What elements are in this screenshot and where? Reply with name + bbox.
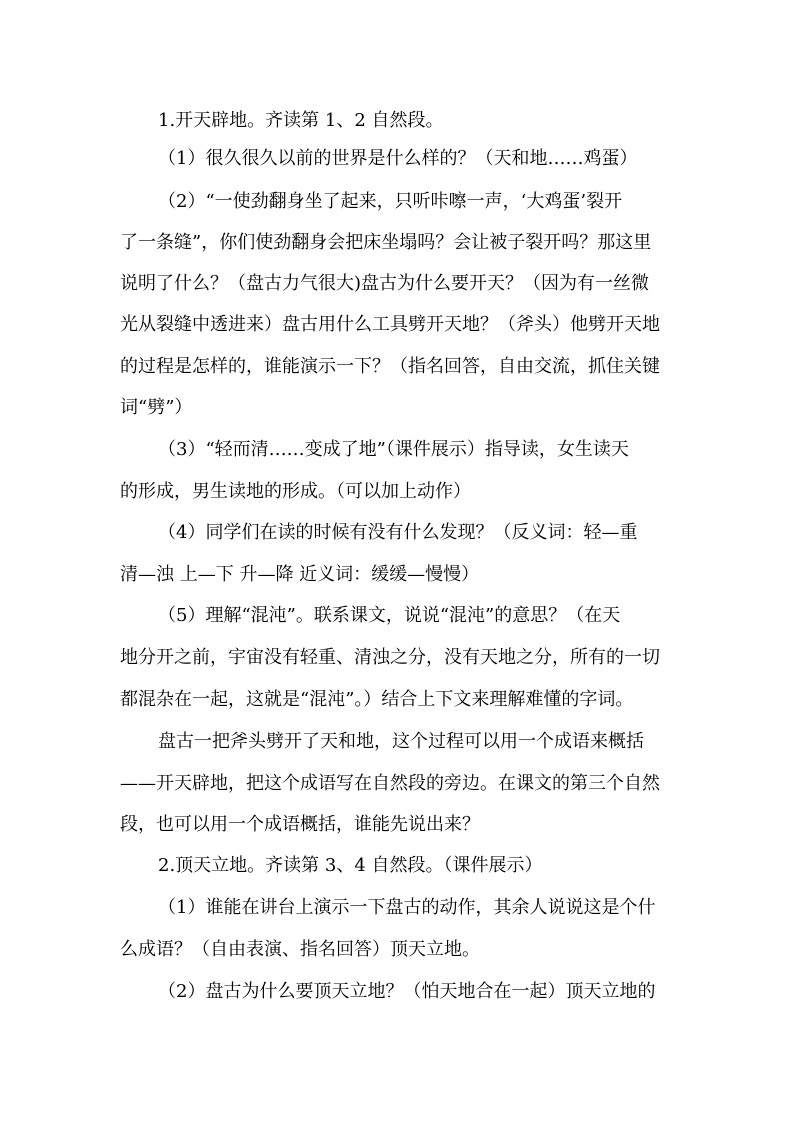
paragraph-line: （2）盘古为什么要顶天立地？（怕天地合在一起）顶天立地的 — [158, 981, 656, 1002]
paragraph-line: 说明了什么？（盘古力气很大)盘古为什么要开天？（因为有一丝微 — [120, 273, 650, 294]
paragraph-line: 清—浊 上—下 升—降 近义词：缓缓—慢慢） — [120, 564, 480, 585]
paragraph-line: （2）“一使劲翻身坐了起来，只听咔嚓一声，‘大鸡蛋’裂开 — [158, 191, 623, 212]
section-heading-1: 1.开天辟地。齐读第 1、2 自然段。 — [158, 110, 444, 131]
section-heading-2: 2.顶天立地。齐读第 3、4 自然段。（课件展示） — [158, 855, 543, 876]
paragraph-line: （1）很久很久以前的世界是什么样的？（天和地……鸡蛋） — [158, 148, 638, 169]
paragraph-line: 的过程是怎样的，谁能演示一下？（指名回答，自由交流，抓住关键 — [120, 356, 660, 377]
paragraph-line: 词“劈”） — [120, 397, 193, 418]
paragraph-line: 的形成，男生读地的形成。（可以加上动作） — [120, 481, 471, 502]
paragraph-line: 盘古一把斧头劈开了天和地，这个过程可以用一个成语来概括 — [158, 731, 644, 752]
paragraph-line: 光从裂缝中透进来）盘古用什么工具劈开天地？（斧头）他劈开天地 — [120, 314, 660, 335]
paragraph-line: （4）同学们在读的时候有没有什么发现？（反义词：轻—重 — [158, 522, 638, 543]
paragraph-line: 么成语？（自由表演、指名回答）顶天立地。 — [120, 939, 480, 960]
paragraph-line: 地分开之前，宇宙没有轻重、清浊之分，没有天地之分，所有的一切 — [120, 647, 660, 668]
paragraph-line: ——开天辟地，把这个成语写在自然段的旁边。在课文的第三个自然 — [120, 773, 660, 794]
paragraph-line: 段，也可以用一个成语概括，谁能先说出来？ — [120, 814, 480, 835]
paragraph-line: （5）理解“混沌”。联系课文，说说“混沌”的意思？（在天 — [158, 605, 621, 626]
paragraph-line: 都混杂在一起，这就是“混沌”。）结合上下文来理解难懂的字词。 — [120, 689, 634, 710]
paragraph-line: （3）“轻而清……变成了地”（课件展示）指导读，女生读天 — [158, 439, 629, 460]
paragraph-line: 了一条缝”，你们使劲翻身会把床坐塌吗？会让被子裂开吗？那这里 — [120, 232, 652, 253]
paragraph-line: （1）谁能在讲台上演示一下盘古的动作，其余人说说这是个什 — [158, 897, 656, 918]
